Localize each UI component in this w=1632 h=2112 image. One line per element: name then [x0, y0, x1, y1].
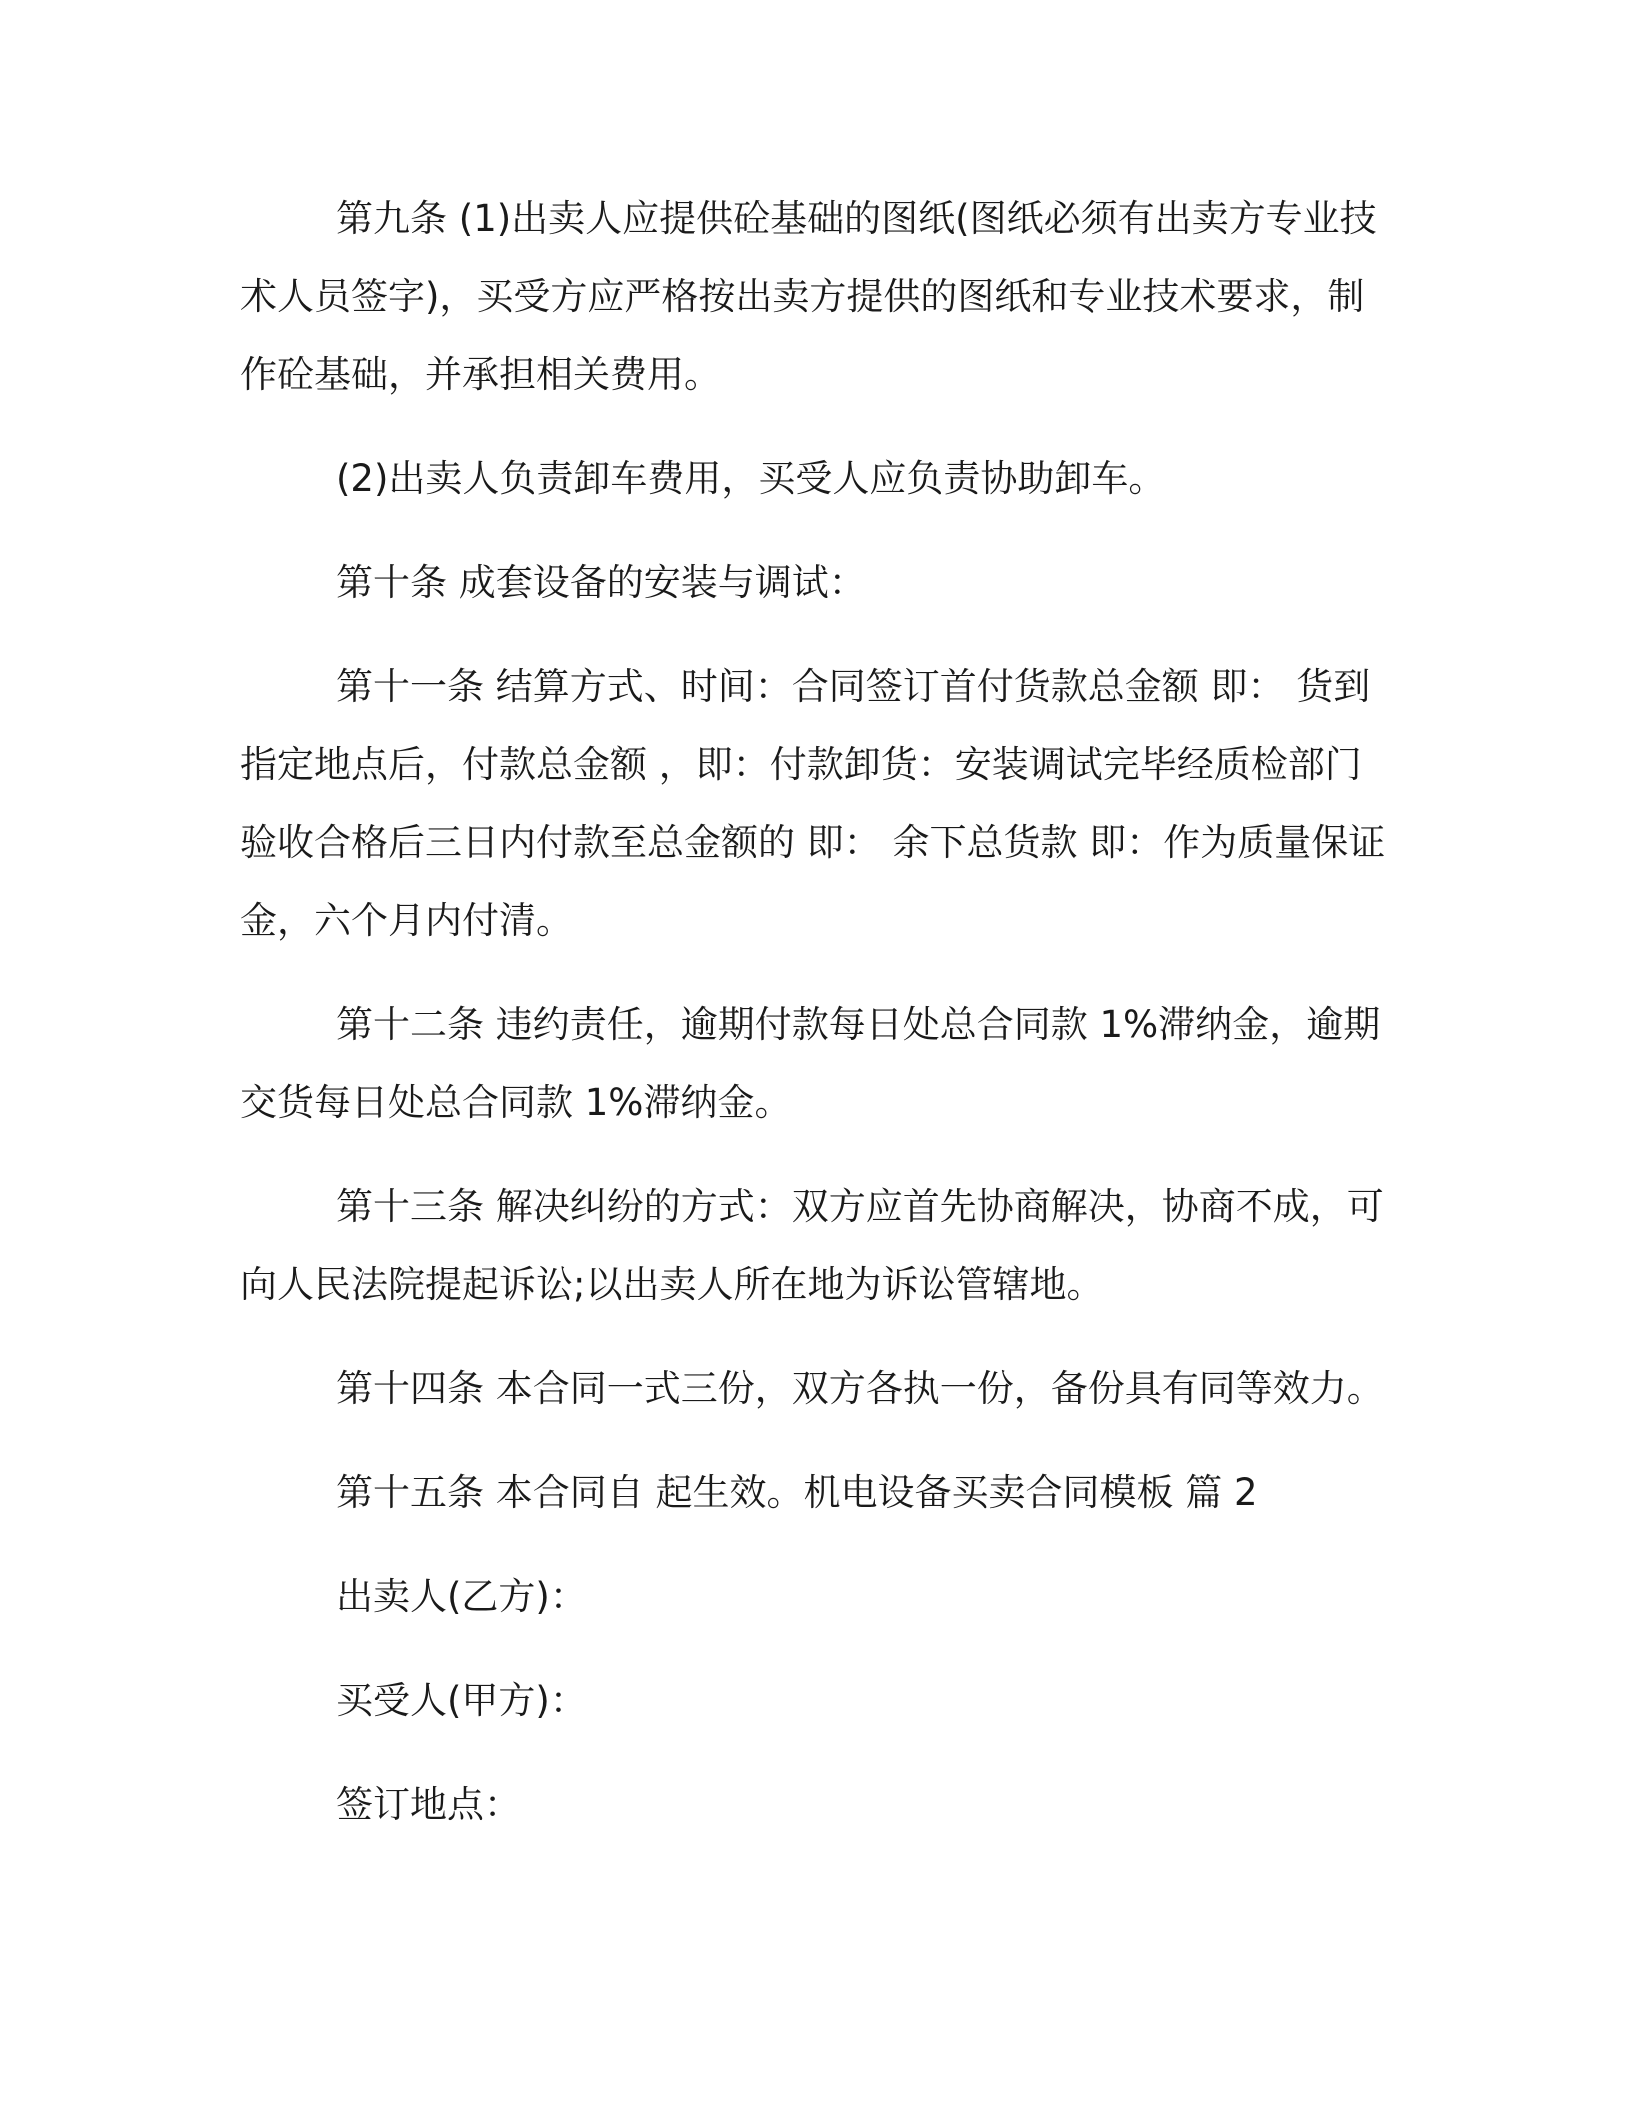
clause-13-paragraph: 第十三条 解决纠纷的方式：双方应首先协商解决，协商不成，可向人民法院提起诉讼;以出卖人所在地为诉讼管辖地。 — [240, 1185, 1384, 1306]
clause-15-paragraph: 第十五条 本合同自 起生效。机电设备买卖合同模板 篇 2 — [336, 1471, 1258, 1514]
clause-12-paragraph: 第十二条 违约责任，逾期付款每日处总合同款 1%滞纳金，逾期交货每日处总合同款 1%滞纳金。 — [240, 1003, 1381, 1124]
clause-11-paragraph: 第十一条 结算方式、时间：合同签订首付货款总金额 即： 货到指定地点后，付款总金额 ，即：付款卸货：安装调试完毕经质检部门验收合格后三日内付款至总金额的 即： 余下总货款 即：作为质量保证金，六个月内付清。 — [240, 665, 1386, 942]
clause-9-item-2-paragraph: (2)出卖人负责卸车费用，买受人应负责协助卸车。 — [336, 457, 1166, 500]
document-body — [240, 180, 1386, 1870]
signing-location-field: 签订地点： — [336, 1783, 521, 1826]
seller-field: 出卖人(乙方)： — [336, 1575, 587, 1618]
buyer-field: 买受人(甲方)： — [336, 1679, 587, 1722]
clause-14-paragraph: 第十四条 本合同一式三份，双方各执一份，备份具有同等效力。 — [336, 1367, 1384, 1410]
clause-10-paragraph: 第十条 成套设备的安装与调试： — [336, 561, 866, 604]
clause-9-paragraph: 第九条 (1)出卖人应提供砼基础的图纸(图纸必须有出卖方专业技术人员签字)，买受方应严格按出卖方提供的图纸和专业技术要求，制作砼基础，并承担相关费用。 — [240, 197, 1377, 396]
